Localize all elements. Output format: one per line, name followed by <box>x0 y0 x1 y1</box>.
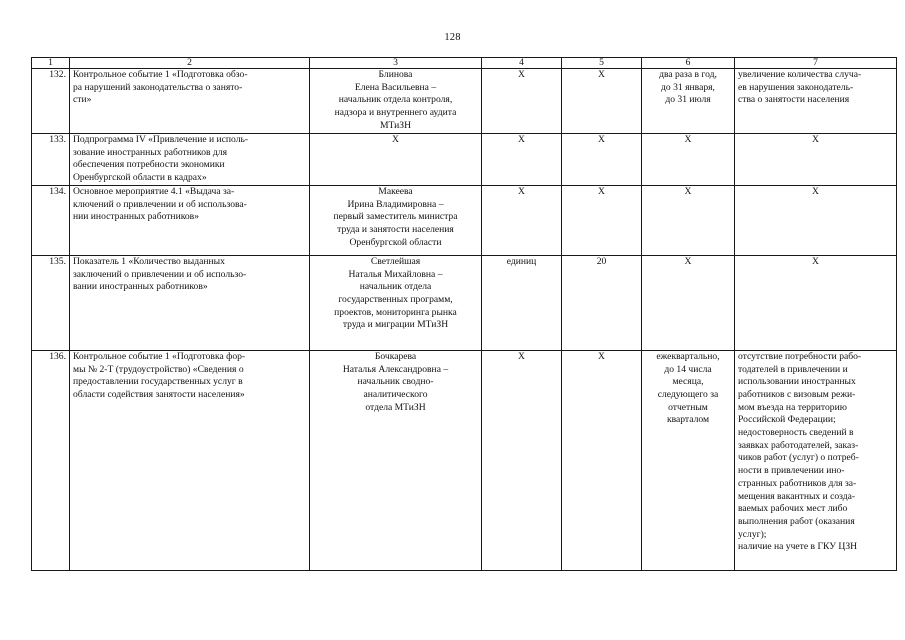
result-cell-line: заявках работодателей, заказ- <box>738 439 859 451</box>
result-cell-line: ваемых рабочих мест либо <box>738 503 848 515</box>
table-row <box>32 134 897 186</box>
result-cell-line: странных работников для за- <box>738 477 857 489</box>
result-cell-line: Российской Федерации; <box>738 414 836 426</box>
event-name-cell-line: Подпрограмма IV «Привлечение и исполь- <box>73 134 249 145</box>
result-cell-line: работников с визовым режи- <box>738 388 856 400</box>
table-row <box>32 69 897 134</box>
event-name-cell-line: вании иностранных работников» <box>73 281 208 293</box>
responsible-cell-line: Наталья Михайловна – <box>348 268 443 280</box>
event-name-cell <box>70 185 310 255</box>
result-cell-line: мом въезда на территорию <box>738 401 847 413</box>
responsible-cell-line: Ирина Владимировна – <box>347 198 444 210</box>
result-cell-line: отсутствие потребности рабо- <box>738 350 862 362</box>
result-cell <box>735 69 897 134</box>
result-cell-line: наличие на учете в ГКУ ЦЗН <box>738 541 858 553</box>
responsible-cell-line: Макеева <box>378 185 413 197</box>
table-body <box>32 58 897 571</box>
result-cell-line: ства о занятости населения <box>738 94 850 106</box>
event-name-cell-line: области содействия занятости населения» <box>73 388 245 400</box>
responsible-cell-line: Оренбургской области <box>349 236 442 248</box>
value-cell: 20 <box>562 255 642 350</box>
event-name-cell-line: сти» <box>73 94 92 106</box>
result-cell-line: ности в привлечении ино- <box>738 465 845 477</box>
deadline-cell <box>642 185 735 255</box>
event-name-cell <box>70 350 310 570</box>
column-header: 5 <box>562 58 642 69</box>
responsible-cell <box>310 69 482 134</box>
event-name-cell-line: мы № 2-Т (трудоустройство) «Сведения о <box>73 363 244 375</box>
deadline-cell-line: ежеквартально, <box>656 350 720 362</box>
responsible-cell-line: отдела МТиЗН <box>365 401 426 413</box>
responsible-cell-line: проектов, мониторинга рынка <box>334 306 457 318</box>
responsible-cell-line: труда и миграции МТиЗН <box>342 319 449 331</box>
column-header: 1 <box>32 58 70 69</box>
event-name-cell-line: заключений о привлечении и об использо- <box>73 268 247 280</box>
result-cell-line: тодателей в привлечении и <box>738 363 848 375</box>
deadline-cell-line: отчетным <box>668 401 708 413</box>
column-header: 6 <box>642 58 735 69</box>
deadline-cell <box>642 255 735 350</box>
result-cell-line: использовании иностранных <box>738 376 856 388</box>
document-table <box>31 57 897 571</box>
result-cell-line: ев нарушения законодатель- <box>738 81 854 93</box>
responsible-cell-line: надзора и внутреннего аудита <box>334 107 457 119</box>
unit-cell: X <box>482 69 562 134</box>
page-number: 128 <box>444 32 461 43</box>
deadline-cell-line: до 14 числа <box>664 363 712 375</box>
row-number: 132. <box>32 69 70 134</box>
deadline-cell-line: до 31 июля <box>665 94 711 106</box>
result-cell-line: услуг); <box>738 528 767 540</box>
responsible-cell-line: труда и занятости населения <box>337 223 454 235</box>
deadline-cell-line: X <box>684 134 692 145</box>
deadline-cell-line: месяца, <box>672 376 704 388</box>
event-name-cell-line: ключений о привлечении и об использова- <box>73 198 247 210</box>
row-number: 133. <box>32 134 70 186</box>
unit-cell: X <box>482 350 562 570</box>
row-number: 134. <box>32 185 70 255</box>
result-cell-line: X <box>812 255 819 267</box>
responsible-cell <box>310 134 482 186</box>
event-name-cell-line: зование иностранных работников для <box>73 146 228 158</box>
responsible-cell-line: Блинова <box>378 69 413 80</box>
responsible-cell-line: X <box>392 134 399 145</box>
deadline-cell-line: X <box>684 255 692 267</box>
event-name-cell-line: Оренбургской области в кадрах» <box>73 172 207 184</box>
value-cell: X <box>562 69 642 134</box>
event-name-cell-line: нии иностранных работников» <box>73 211 200 223</box>
responsible-cell-line: первый заместитель министра <box>333 211 458 223</box>
deadline-cell-line: два раза в год, <box>659 69 717 80</box>
deadline-cell <box>642 350 735 570</box>
event-name-cell-line: предоставлении государственных услуг в <box>73 376 243 388</box>
event-name-cell <box>70 69 310 134</box>
value-cell: X <box>562 350 642 570</box>
event-name-cell <box>70 255 310 350</box>
row-number: 136. <box>32 350 70 570</box>
event-name-cell-line: обеспечения потребности экономики <box>73 159 225 171</box>
event-name-cell-line: Контрольное событие 1 «Подготовка обзо- <box>73 69 248 80</box>
responsible-cell-line: аналитического <box>363 388 428 400</box>
event-name-cell-line: ра нарушений законодательства о занято- <box>73 81 243 93</box>
table-row <box>32 255 897 350</box>
result-cell-line: X <box>812 134 819 145</box>
responsible-cell <box>310 350 482 570</box>
unit-cell: X <box>482 185 562 255</box>
result-cell <box>735 255 897 350</box>
responsible-cell-line: МТиЗН <box>379 119 412 131</box>
deadline-cell-line: до 31 января, <box>661 81 715 93</box>
result-cell <box>735 350 897 570</box>
event-name-cell <box>70 134 310 186</box>
deadline-cell-line: X <box>684 185 692 197</box>
result-cell-line: чиков работ (услуг) о потреб- <box>738 452 859 464</box>
result-cell <box>735 134 897 186</box>
responsible-cell <box>310 185 482 255</box>
result-cell-line: недостоверность сведений в <box>738 427 854 439</box>
row-number: 135. <box>32 255 70 350</box>
responsible-cell <box>310 255 482 350</box>
responsible-cell-line: Наталья Александровна – <box>342 363 449 375</box>
responsible-cell-line: Елена Васильевна – <box>354 81 437 93</box>
value-cell: X <box>562 185 642 255</box>
responsible-cell-line: начальник отдела <box>359 281 432 293</box>
column-header: 7 <box>735 58 897 69</box>
result-cell-line: увеличение количества случа- <box>738 69 862 80</box>
value-cell: X <box>562 134 642 186</box>
table-row <box>32 185 897 255</box>
result-cell <box>735 185 897 255</box>
unit-cell: единиц <box>482 255 562 350</box>
column-header: 2 <box>70 58 310 69</box>
result-cell-line: X <box>812 185 819 197</box>
deadline-cell <box>642 69 735 134</box>
responsible-cell-line: Светлейшая <box>370 255 421 267</box>
event-name-cell-line: Контрольное событие 1 «Подготовка фор- <box>73 350 246 362</box>
deadline-cell-line: кварталом <box>666 414 710 426</box>
result-cell-line: мещения вакантных и созда- <box>738 490 856 502</box>
responsible-cell-line: начальник сводно- <box>357 376 434 388</box>
column-header: 4 <box>482 58 562 69</box>
deadline-cell <box>642 134 735 186</box>
table-row <box>32 350 897 570</box>
event-name-cell-line: Основное мероприятие 4.1 «Выдача за- <box>73 185 235 197</box>
deadline-cell-line: следующего за <box>657 388 719 400</box>
column-header: 3 <box>310 58 482 69</box>
unit-cell: X <box>482 134 562 186</box>
responsible-cell-line: Бочкарева <box>374 350 417 362</box>
column-header-row <box>32 58 897 69</box>
result-cell-line: выполнения работ (оказания <box>738 515 855 527</box>
responsible-cell-line: государственных программ, <box>338 293 453 305</box>
event-name-cell-line: Показатель 1 «Количество выданных <box>73 255 225 267</box>
responsible-cell-line: начальник отдела контроля, <box>338 94 453 106</box>
